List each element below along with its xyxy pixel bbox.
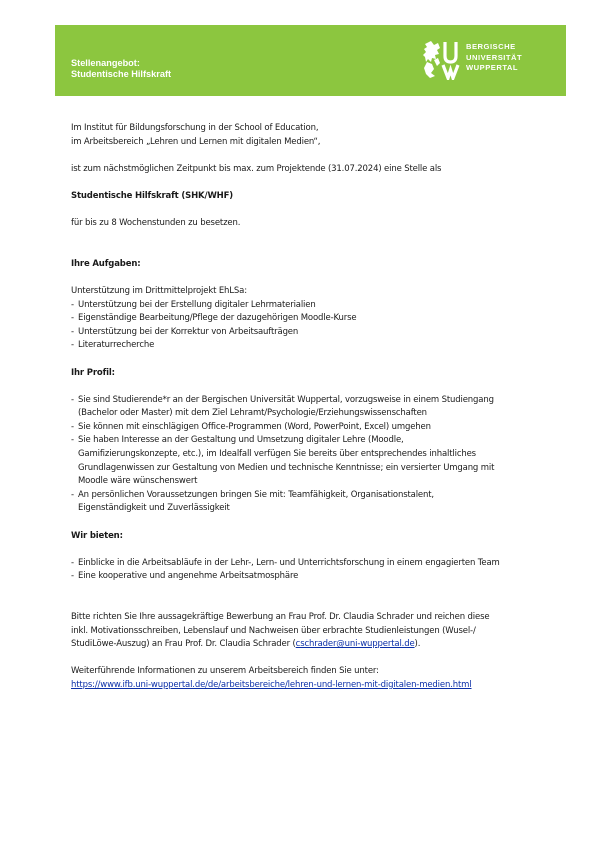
application-line-1: Bitte richten Sie Ihre aussagekräftige Bewerbung an Frau Prof. Dr. Claudia Schrader und reichen diese <box>71 612 490 622</box>
offer-heading: Wir bieten: <box>71 530 123 541</box>
profile-list <box>71 394 541 516</box>
list-item-line: - Sie sind Studierende*r an der Bergischen Universität Wuppertal, vorzugsweise in einem Studiengang <box>78 394 494 405</box>
list-item-line: (Bachelor oder Master) mit dem Ziel Lehramt/Psychologie/Erziehungswissenschaften <box>78 408 427 419</box>
website-link[interactable]: https://www.ifb.uni-wuppertal.de/de/arbeitsbereiche/lehren-und-lernen-mit-digitalen-medien.html <box>71 679 472 690</box>
list-item: - Einblicke in die Arbeitsabläufe in der Lehr-, Lern- und Unterrichtsforschung in einem engagierten Team <box>71 557 541 571</box>
list-item-line: Eigenständigkeit und Zuverlässigkeit <box>78 503 230 514</box>
list-item-line: Moodle wäre wünschenswert <box>78 476 198 487</box>
list-item <box>71 489 541 516</box>
tasks-intro: Unterstützung im Drittmittelprojekt EhLSa: <box>71 285 247 296</box>
list-item <box>71 421 541 435</box>
application-line-3-end: ). <box>414 639 421 650</box>
intro-line-3: ist zum nächstmöglichen Zeitpunkt bis max. zum Projektende (31.07.2024) eine Stelle als <box>71 163 442 174</box>
offer-list <box>71 557 541 584</box>
more-info-text: Weiterführende Informationen zu unserem Arbeitsbereich finden Sie unter: <box>71 666 379 677</box>
logo-line-3: WUPPERTAL <box>466 63 519 73</box>
document-title <box>71 58 171 79</box>
list-item <box>71 394 541 421</box>
profile-heading: Ihr Profil: <box>71 367 115 378</box>
list-item: - Unterstützung bei der Korrektur von Arbeitsaufträgen <box>71 326 541 340</box>
list-item: - Literaturrecherche <box>71 339 541 353</box>
list-item-line: - Sie haben Interesse an der Gestaltung und Umsetzung digitaler Lehre (Moodle, <box>78 435 404 446</box>
list-item-line: - Sie können mit einschlägigen Office-Programmen (Word, PowerPoint, Excel) umgehen <box>78 421 431 432</box>
title-line-2: Studentische Hilfskraft <box>71 68 172 79</box>
list-item-line: Grundlagenwissen zur Gestaltung von Medien und technische Kenntnisse; ein versierter Umgang mit <box>78 462 495 473</box>
logo-line-2: UNIVERSITÄT <box>466 52 523 62</box>
tasks-list <box>71 299 541 353</box>
list-item: - Eigenständige Bearbeitung/Pflege der dazugehörigen Moodle-Kurse <box>71 312 541 326</box>
university-logo <box>422 38 562 84</box>
document-body <box>71 122 541 693</box>
intro-line-1: Im Institut für Bildungsforschung in der School of Education, <box>71 123 319 133</box>
lion-crest-icon <box>422 38 462 80</box>
hours-text: für bis zu 8 Wochenstunden zu besetzen. <box>71 218 241 229</box>
header-banner <box>55 25 566 96</box>
list-item: - Eine kooperative und angenehme Arbeitsatmosphäre <box>71 570 541 584</box>
application-line-3-start: StudiLöwe-Auszug) an Frau Prof. Dr. Claudia Schrader ( <box>71 639 296 650</box>
tasks-heading: Ihre Aufgaben: <box>71 258 141 269</box>
application-line-2: inkl. Motivationsschreiben, Lebenslauf und Nachweisen über erbrachte Studienleistungen (Wusel-/ <box>71 625 476 636</box>
intro-line-2: im Arbeitsbereich „Lehren und Lernen mit digitalen Medien“, <box>71 136 321 147</box>
list-item-line: Gamifizierungskonzepte, etc.), im Idealfall verfügen Sie bereits über entsprechendes inhaltliches <box>78 449 476 460</box>
list-item-line: - An persönlichen Voraussetzungen bringen Sie mit: Teamfähigkeit, Organisationstalent, <box>78 489 434 500</box>
list-item: - Unterstützung bei der Erstellung digitaler Lehrmaterialien <box>71 299 541 313</box>
application-line-3 <box>71 638 541 652</box>
email-link[interactable]: cschrader@uni-wuppertal.de <box>295 639 415 650</box>
position-title: Studentische Hilfskraft (SHK/WHF) <box>71 190 234 201</box>
title-line-1: Stellenangebot: <box>71 58 140 68</box>
logo-line-1: BERGISCHE <box>466 42 516 51</box>
logo-wordmark <box>466 42 522 74</box>
list-item <box>71 434 541 488</box>
